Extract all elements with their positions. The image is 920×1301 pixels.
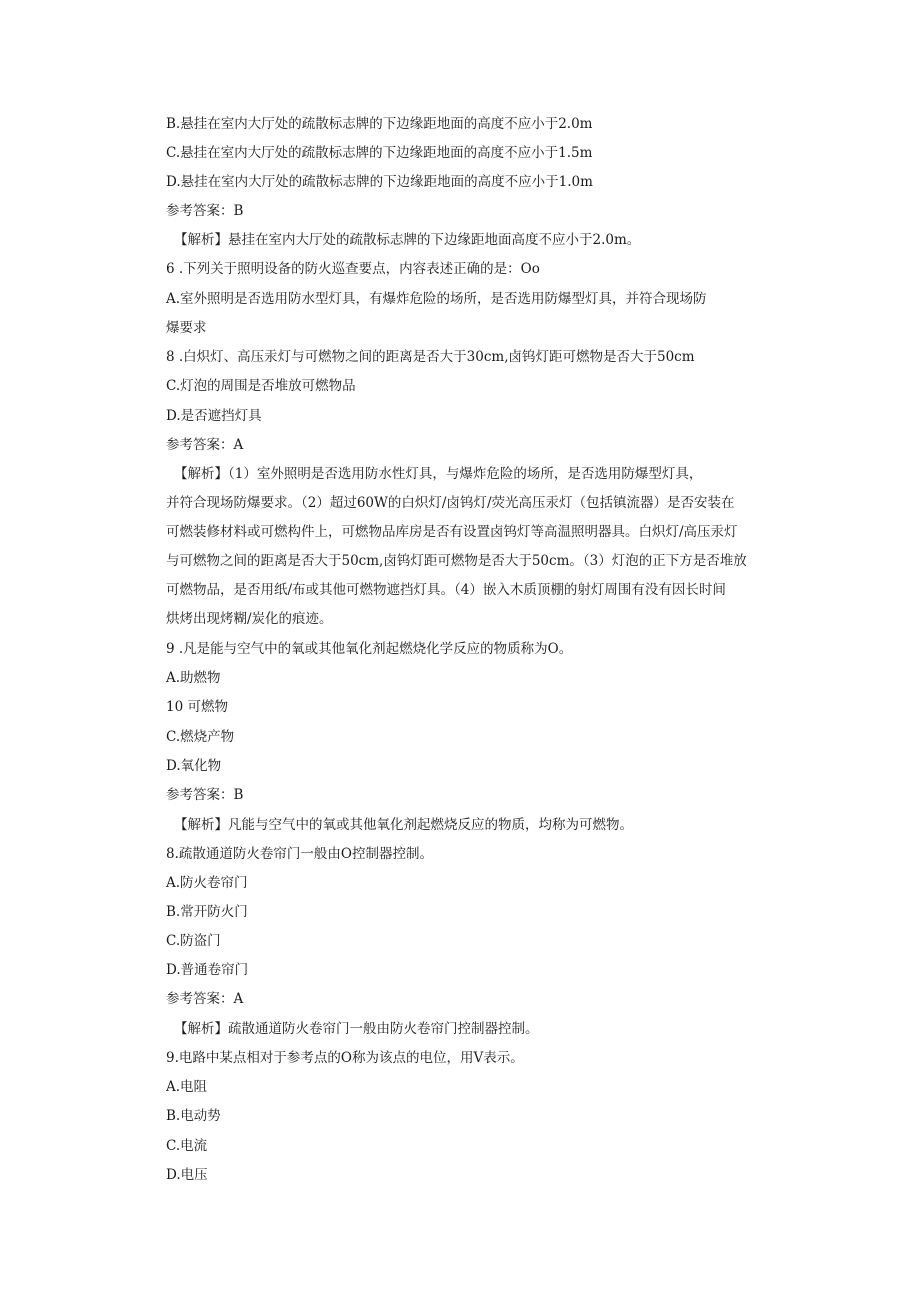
q7-option-a: A.助燃物 [166,670,221,686]
q6-answer: 参考答案：A [166,437,244,453]
q7-explanation: 【解析】凡能与空气中的氧或其他氧化剂起燃烧反应的物质，均称为可燃物。 [174,817,633,833]
q8-option-b: B.常开防火门 [166,904,248,920]
q6-explanation-line3: 可燃装修材料或可燃构件上，可燃物品库房是否有设置卤钨灯等高温照明器具。白炽灯/高压汞灯 [166,524,738,540]
q9-option-c: C.电流 [166,1138,208,1154]
q8-question: 8.疏散通道防火卷帘门一般由O控制器控制。 [166,846,433,862]
q6-option-d: D.是否遮挡灯具 [166,408,262,424]
q6-option-b: 8 .白炽灯、高压汞灯与可燃物之间的距离是否大于30cm,卤钨灯距可燃物是否大于50cm [166,349,695,365]
q9-option-d: D.电压 [166,1167,208,1183]
q8-explanation: 【解析】疏散通道防火卷帘门一般由防火卷帘门控制器控制。 [174,1021,539,1037]
q8-option-a: A.防火卷帘门 [166,875,248,891]
q7-answer: 参考答案：B [166,787,244,803]
q7-question: 9 .凡是能与空气中的氧或其他氧化剂起燃烧化学反应的物质称为O。 [166,641,573,657]
q7-option-d: D.氧化物 [166,758,222,774]
q9-question: 9.电路中某点相对于参考点的O称为该点的电位，用V表示。 [166,1050,524,1066]
q7-option-b: 10 可燃物 [166,699,228,715]
q6-explanation-line6: 烘烤出现烤糊/炭化的痕迹。 [166,611,333,627]
q9-option-a: A.电阻 [166,1079,208,1095]
q6-question: 6 .下列关于照明设备的防火巡查要点，内容表述正确的是：Oo [166,261,540,277]
q5-answer: 参考答案：B [166,203,244,219]
q6-option-c: C.灯泡的周围是否堆放可燃物品 [166,378,356,394]
q9-option-b: B.电动势 [166,1108,221,1124]
q5-explanation: 【解析】悬挂在室内大厅处的疏散标志牌的下边缘距地面高度不应小于2.0m。 [174,232,641,248]
q6-explanation-line2: 并符合现场防爆要求。（2）超过60W的白炽灯/卤钨灯/荧光高压汞灯（包括镇流器）是否安装在 [166,495,735,511]
q5-option-b: B.悬挂在室内大厅处的疏散标志牌的下边缘距地面的高度不应小于2.0m [166,116,593,132]
q6-option-a-line2: 爆要求 [166,320,207,336]
q5-option-d: D.悬挂在室内大厅处的疏散标志牌的下边缘距地面的高度不应小于1.0m [166,174,593,190]
q6-explanation-line1: 【解析】（1）室外照明是否选用防水性灯具，与爆炸危险的场所，是否选用防爆型灯具， [174,466,703,482]
q5-option-c: C.悬挂在室内大厅处的疏散标志牌的下边缘距地面的高度不应小于1.5m [166,145,593,161]
q6-option-a-line1: A.室外照明是否选用防水型灯具，有爆炸危险的场所，是否选用防爆型灯具，并符合现场防 [166,291,707,307]
q7-option-c: C.燃烧产物 [166,729,235,745]
q6-explanation-line4: 与可燃物之间的距离是否大于50cm,卤钨灯距可燃物是否大于50cm。（3）灯泡的正下方是否堆放 [166,553,747,569]
q6-explanation-line5: 可燃物品，是否用纸/布或其他可燃物遮挡灯具。（4）嵌入木质顶棚的射灯周围有没有因长时间 [166,582,726,598]
q8-answer: 参考答案：A [166,991,244,1007]
q8-option-d: D.普通卷帘门 [166,962,249,978]
q8-option-c: C.防盗门 [166,933,221,949]
